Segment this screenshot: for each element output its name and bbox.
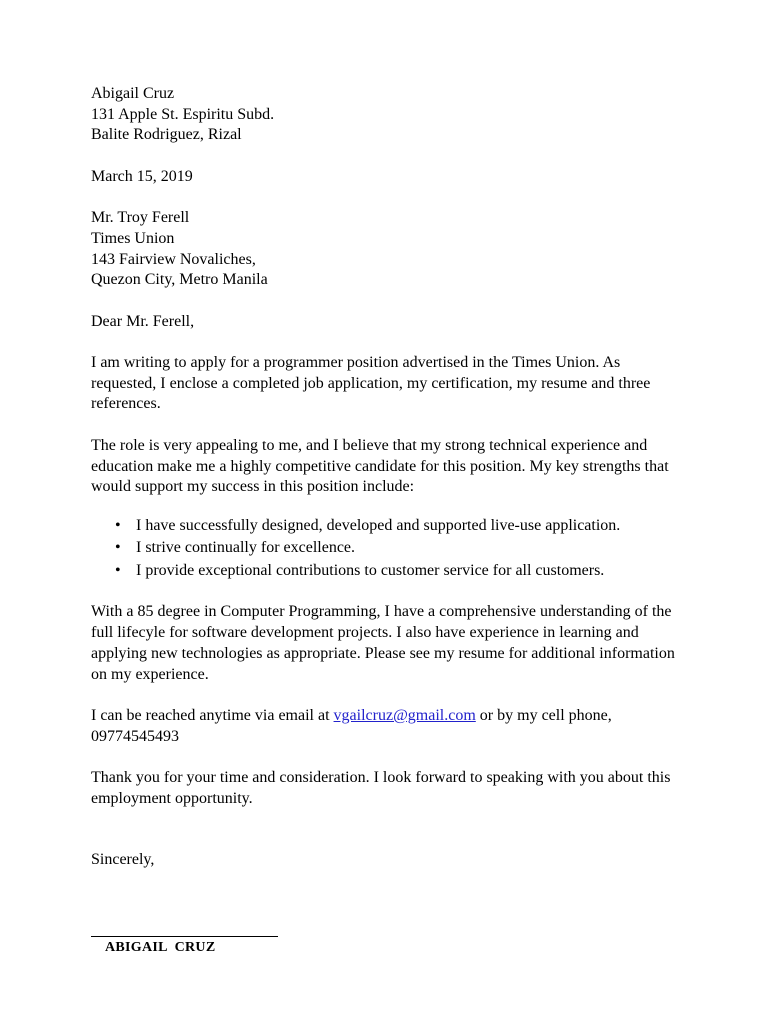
sender-name: Abigail Cruz [91, 85, 175, 102]
bullet-text: I have successfully designed, developed and supported live-use application. [136, 516, 621, 534]
cover-letter [91, 84, 691, 871]
sender-address-line1: 131 Apple St. Espiritu Subd. [91, 105, 275, 123]
recipient-block [91, 208, 691, 291]
sender-block [91, 84, 691, 146]
closing: Sincerely, [91, 851, 155, 869]
paragraph-thanks: Thank you for your time and consideration. I look forward to speaking with you about this employment opportunity. [91, 769, 671, 807]
paragraph-contact [91, 706, 683, 747]
contact-text-before: I can be reached anytime via email at [91, 706, 334, 724]
bullet-icon: • [115, 539, 121, 557]
paragraph-application: I am writing to apply for a programmer position advertised in the Times Union. As requested, I enclose a completed job application, my certification, my resume and three references. [91, 354, 651, 413]
recipient-address-line2: Quezon City, Metro Manila [91, 271, 268, 289]
bullet-icon: • [115, 561, 121, 579]
bullet-text: I strive continually for excellence. [136, 539, 356, 557]
letter-date: March 15, 2019 [91, 167, 193, 185]
contact-text-after: or by my cell phone, 09774545493 [91, 706, 612, 745]
list-item [91, 537, 691, 560]
recipient-address-line1: 143 Fairview Novaliches, [91, 250, 256, 268]
recipient-company: Times Union [91, 229, 175, 247]
recipient-name: Mr. Troy Ferell [91, 209, 190, 227]
salutation: Dear Mr. Ferell, [91, 312, 195, 330]
strengths-list [91, 515, 691, 583]
signature-line [91, 936, 278, 937]
email-link[interactable]: vgailcruz@gmail.com [333, 706, 476, 724]
sender-address-line2: Balite Rodriguez, Rizal [91, 126, 242, 144]
signature-name: ABIGAIL CRUZ [105, 940, 216, 955]
list-item [91, 560, 691, 583]
paragraph-education: With a 85 degree in Computer Programming, I have a comprehensive understanding of the full lifecyle for software development projects. I also have experience in learning and applying new technologies as appropriate. Please see my resume for additional information on my experience. [91, 603, 675, 683]
bullet-text: I provide exceptional contributions to customer service for all customers. [136, 561, 605, 579]
list-item [91, 515, 691, 538]
bullet-icon: • [115, 516, 121, 534]
paragraph-strengths-intro: The role is very appealing to me, and I believe that my strong technical experience and education make me a highly competitive candidate for this position. My key strengths that would support my success in this position include: [91, 436, 669, 496]
